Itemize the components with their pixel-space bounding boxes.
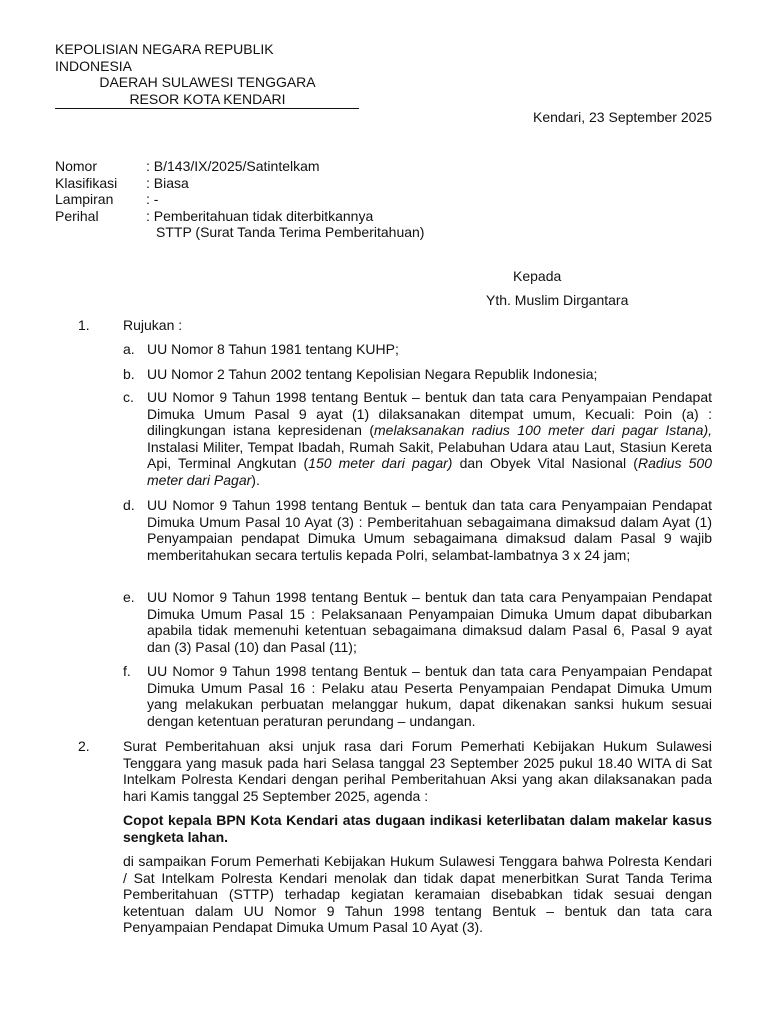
meta-label-lampiran: Lampiran bbox=[55, 191, 114, 208]
meta-value-perihal-line1: : Pemberitahuan tidak diterbitkannya bbox=[146, 207, 374, 224]
recipient-kepada: Kepada bbox=[513, 268, 562, 284]
item-c-italic-3: Radius 500 meter dari Pagar bbox=[147, 455, 713, 488]
section-2-agenda: Copot kepala BPN Kota Kendari atas dugaan indikasi keterlibatan dalam makelar kasus sengketa lahan. bbox=[123, 812, 712, 845]
section-2-number: 2. bbox=[78, 738, 90, 754]
meta-row-perihal bbox=[55, 208, 424, 241]
item-c-letter: c. bbox=[123, 389, 134, 405]
recipient-name: Yth. Muslim Dirgantara bbox=[486, 292, 629, 308]
item-f-text: UU Nomor 9 Tahun 1998 tentang Bentuk – bentuk dan tata cara Penyampaian Pendapat Dimuka Umum Pasal 16 : Pelaku atau Peserta Penyampaian Pendapat Dimuka Umum yang melakukan perbuatan melanggar hukum, dapat dikenakan sanksi hukum sesuai dengan ketentuan peraturan perundang – undangan. bbox=[147, 663, 712, 729]
letterhead-line-4: RESOR KOTA KENDARI bbox=[129, 90, 286, 107]
item-a-text: UU Nomor 8 Tahun 1981 tentang KUHP; bbox=[147, 341, 399, 357]
section-1-title: Rujukan : bbox=[123, 317, 183, 333]
meta-row-klasifikasi bbox=[55, 175, 424, 192]
item-c-italic-1: melaksanakan radius 100 meter dari pagar Istana), bbox=[374, 422, 713, 438]
item-d-letter: d. bbox=[123, 497, 135, 513]
item-e-text: UU Nomor 9 Tahun 1998 tentang Bentuk – bentuk dan tata cara Penyampaian Pendapat Dimuka Umum Pasal 15 : Pelaksanaan Penyampaian Dimuka Umum dapat dibubarkan apabila tidak memenuhi ketentuan sebagaimana dimaksud dalam Pasal 6, Pasal 9 ayat dan (3) Pasal (10) dan Pasal (11); bbox=[147, 589, 712, 655]
letterhead-line-3: DAERAH SULAWESI TENGGARA bbox=[99, 74, 316, 90]
item-b-letter: b. bbox=[123, 366, 135, 382]
letter-meta bbox=[55, 158, 424, 241]
section-2-paragraph-2: di sampaikan Forum Pemerhati Kebijakan Hukum Sulawesi Tenggara bahwa Polresta Kendari / Sat Intelkam Polresta Kendari menolak dan tidak dapat menerbitkan Surat Tanda Terima Pemberitahuan (STTP) terhadap kegiatan keramaian disebabkan tidak sesuai dengan ketentuan dalam UU Nomor 9 Tahun 1998 tentang Bentuk – bentuk dan tata cara Penyampaian Pendapat Dimuka Umum Pasal 10 Ayat (3). bbox=[123, 853, 712, 935]
item-c-text-3: dan Obyek Vital Nasional ( bbox=[452, 455, 638, 471]
meta-row-lampiran bbox=[55, 191, 424, 208]
letterhead bbox=[55, 41, 360, 109]
item-c-text bbox=[147, 389, 712, 488]
meta-label-nomor: Nomor bbox=[55, 158, 98, 174]
letterhead-underline bbox=[55, 108, 359, 109]
meta-value-perihal bbox=[146, 208, 424, 241]
section-2-paragraph-1: Surat Pemberitahuan aksi unjuk rasa dari Forum Pemerhati Kebijakan Hukum Sulawesi Tenggara yang masuk pada hari Selasa tanggal 23 September 2025 pukul 18.40 WITA di Sat Intelkam Polresta Kendari dengan perihal Pemberitahuan Aksi yang akan dilaksanakan pada hari Kamis tanggal 25 September 2025, agenda : bbox=[123, 738, 712, 804]
meta-row-nomor bbox=[55, 158, 424, 175]
meta-value-klasifikasi: : Biasa bbox=[146, 174, 189, 191]
item-f-letter: f. bbox=[123, 663, 131, 679]
item-b-text: UU Nomor 2 Tahun 2002 tentang Kepolisian Negara Republik Indonesia; bbox=[147, 366, 598, 382]
item-c-text-4: ). bbox=[251, 471, 260, 488]
item-c-text-2: Instalasi Militer, Tempat Ibadah, Rumah Sakit, Pelabuhan Udara atau Laut, Stasiun Kereta Api, Terminal Angkutan ( bbox=[147, 438, 712, 471]
letterhead-line-2: INDONESIA bbox=[55, 57, 133, 74]
letterhead-line-1: KEPOLISIAN NEGARA REPUBLIK bbox=[55, 41, 274, 57]
meta-label-klasifikasi: Klasifikasi bbox=[55, 174, 118, 191]
item-c-italic-2: 150 meter dari pagar) bbox=[308, 455, 453, 471]
item-e-letter: e. bbox=[123, 589, 135, 605]
item-d-text: UU Nomor 9 Tahun 1998 tentang Bentuk – bentuk dan tata cara Penyampaian Pendapat Dimuka Umum Pasal 10 Ayat (3) : Pemberitahuan sebagaimana dimaksud dalam Ayat (1) Penyampaian pendapat Dimuka Umum sebagaimana dimaksud dalam Pasal 9 wajib memberitahukan secara tertulis kepada Polri, selambat-lambatnya 3 x 24 jam; bbox=[147, 497, 712, 563]
meta-value-nomor: : B/143/IX/2025/Satintelkam bbox=[146, 158, 320, 174]
item-c-text-1: UU Nomor 9 Tahun 1998 tentang Bentuk – bentuk dan tata cara Penyampaian Pendapat Dimuka Umum Pasal 9 ayat (1) dilaksanakan ditempat umum, Kecuali: Poin (a) : dilingkungan istana kepresidenan ( bbox=[147, 389, 712, 438]
meta-label-perihal: Perihal bbox=[55, 207, 99, 224]
letter-date: Kendari, 23 September 2025 bbox=[532, 109, 712, 125]
meta-value-perihal-line2: STTP (Surat Tanda Terima Pemberitahuan) bbox=[156, 224, 425, 241]
meta-value-lampiran: : - bbox=[146, 191, 159, 208]
item-a-letter: a. bbox=[123, 341, 135, 357]
section-1-number: 1. bbox=[78, 317, 90, 333]
